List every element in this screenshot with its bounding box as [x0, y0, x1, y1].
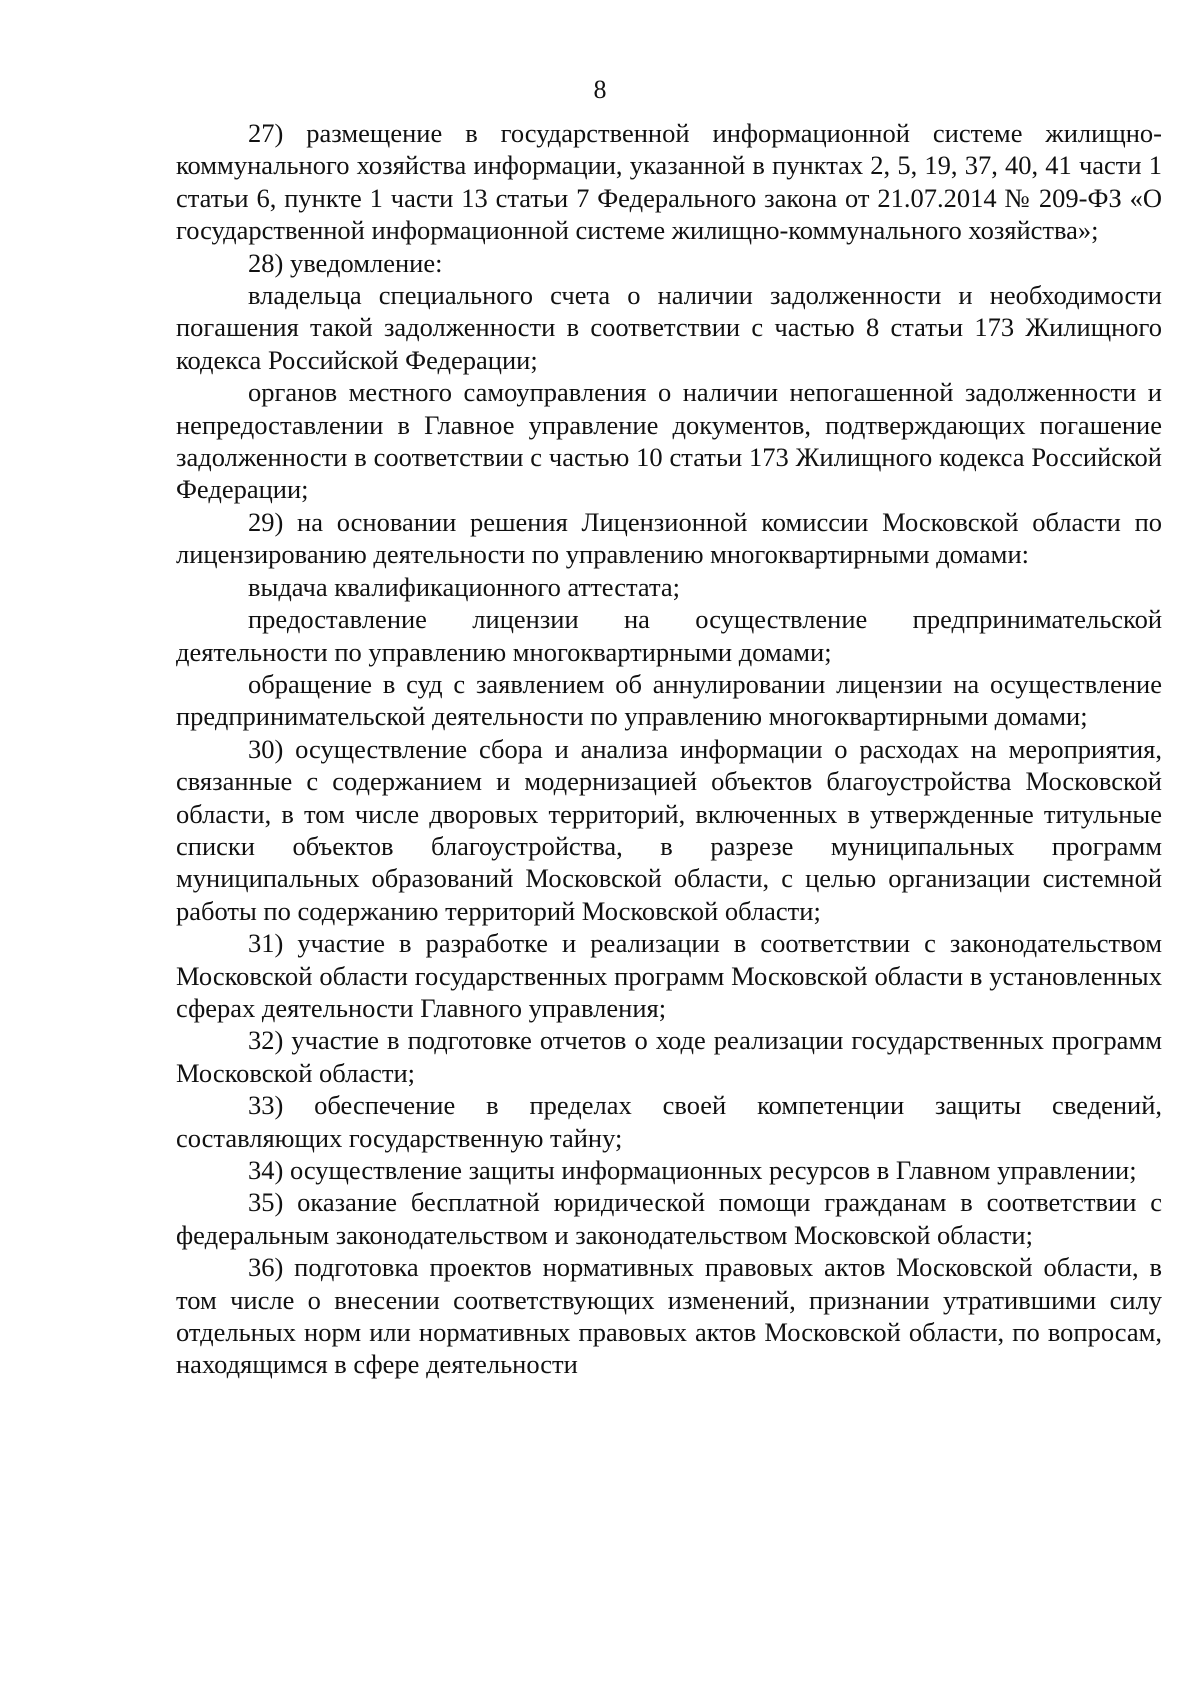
paragraph-item-34: 34) осуществление защиты информационных ресурсов в Главном управлении;	[248, 1155, 1137, 1185]
paragraph-item-29: 29) на основании решения Лицензионной комиссии Московской области по лицензированию деятельности по управлению многоквартирными домами:	[176, 506, 1162, 570]
paragraph-item-29-court: обращение в суд с заявлением об аннулировании лицензии на осуществление предпринимательской деятельности по управлению многоквартирными домами;	[176, 668, 1162, 732]
paragraph-item-30: 30) осуществление сбора и анализа информации о расходах на мероприятия, связанные с содержанием и модернизацией объектов благоустройства Московской области, в том числе дворовых территорий, включенных в утвержденные титульные списки объектов благоустройства, в разрезе муниципальных программ муниципальных образований Московской области, с целью организации системной работы по содержанию территорий Московской области;	[176, 733, 1162, 926]
paragraph-item-29-certificate: выдача квалификационного аттестата;	[248, 571, 680, 602]
paragraph-item-33: 33) обеспечение в пределах своей компетенции защиты сведений, составляющих государственную тайну;	[176, 1090, 1162, 1153]
paragraph-item-29-license: предоставление лицензии на осуществление предпринимательской деятельности по управлению многоквартирными домами;	[176, 604, 1162, 667]
paragraph-item-27: 27) размещение в государственной информационной системе жилищно-коммунального хозяйства информации, указанной в пунктах 2, 5, 19, 37, 40, 41 части 1 статьи 6, пункте 1 части 13 статьи 7 Федерального закона от 21.07.2014 № 209-ФЗ «О государственной информационной системе жилищно-коммунального хозяйства»;	[176, 118, 1162, 246]
document-body	[176, 117, 1162, 1381]
paragraph-item-36: 36) подготовка проектов нормативных правовых актов Московской области, в том числе о внесении соответствующих изменений, признании утратившими силу отдельных норм или нормативных правовых актов Московской области, по вопросам, находящимся в сфере деятельности	[176, 1252, 1162, 1380]
paragraph-item-35: 35) оказание бесплатной юридической помощи гражданам в соответствии с федеральным законодательством и законодательством Московской области;	[176, 1187, 1162, 1250]
paragraph-item-32: 32) участие в подготовке отчетов о ходе реализации государственных программ Московской области;	[176, 1025, 1162, 1088]
paragraph-item-28: 28) уведомление:	[248, 247, 443, 278]
page-number: 8	[593, 75, 607, 104]
paragraph-item-31: 31) участие в разработке и реализации в соответствии с законодательством Московской области государственных программ Московской области в установленных сферах деятельности Главного управления;	[176, 928, 1162, 1023]
paragraph-item-28-special-account: владельца специального счета о наличии задолженности и необходимости погашения такой задолженности в соответствии с частью 8 статьи 173 Жилищного кодекса Российской Федерации;	[176, 280, 1162, 375]
paragraph-item-28-local-authorities: органов местного самоуправления о наличии непогашенной задолженности и непредоставлении в Главное управление документов, подтверждающих погашение задолженности в соответствии с частью 10 статьи 173 Жилищного кодекса Российской Федерации;	[176, 377, 1162, 505]
